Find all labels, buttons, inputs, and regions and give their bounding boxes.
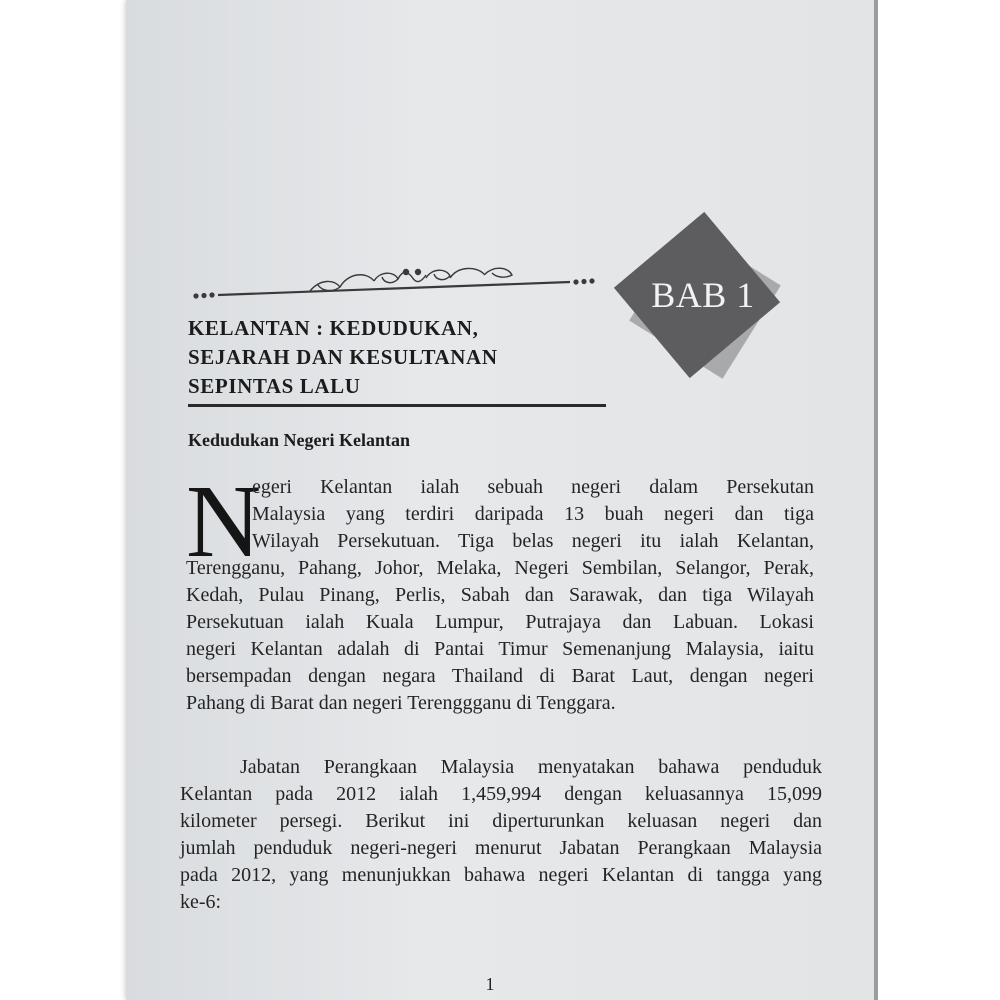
text-line: Wilayah Persekutuan. Tiga belas negeri itu ialah Kelantan,	[252, 530, 814, 552]
text-line: Pahang di Barat dan negeri Terenggganu di Tenggara.	[186, 692, 616, 714]
text-line: negeri Kelantan adalah di Pantai Timur Semenanjung Malaysia, iaitu	[186, 638, 814, 660]
chapter-badge	[608, 208, 798, 398]
chapter-title-line: KELANTAN : KEDUDUKAN,	[188, 316, 479, 340]
chapter-title-line: SEJARAH DAN KESULTANAN	[188, 345, 498, 369]
chapter-title-line: SEPINTAS LALU	[188, 374, 361, 398]
text-line: Persekutuan ialah Kuala Lumpur, Putrajaya dan Labuan. Lokasi	[186, 611, 814, 633]
paragraph-1-body	[186, 555, 814, 717]
text-line: jumlah penduduk negeri-negeri menurut Jabatan Perangkaan Malaysia	[180, 837, 822, 859]
ornament-rule	[190, 262, 610, 306]
page-number: 1	[485, 974, 495, 994]
text-line: Kedah, Pulau Pinang, Perlis, Sabah dan Sarawak, dan tiga Wilayah	[186, 584, 814, 606]
paragraph-2	[180, 754, 822, 916]
paragraph-1-indented	[252, 474, 814, 555]
section-heading: Kedudukan Negeri Kelantan	[188, 430, 411, 450]
text-line: ke-6:	[180, 891, 222, 913]
text-line: Kelantan pada 2012 ialah 1,459,994 dengan keluasannya 15,099	[180, 783, 822, 805]
text-line: Malaysia yang terdiri daripada 13 buah negeri dan tiga	[252, 503, 814, 525]
background-right	[878, 0, 1000, 1000]
badge-label: BAB 1	[651, 275, 755, 315]
text-line: egeri Kelantan ialah sebuah negeri dalam Persekutan	[252, 476, 814, 498]
title-underline	[188, 404, 606, 407]
text-line: Jabatan Perangkaan Malaysia menyatakan bahawa penduduk	[240, 756, 822, 778]
chapter-title	[188, 314, 608, 401]
drop-cap: N	[186, 464, 262, 579]
text-line: bersempadan dengan negara Thailand di Barat Laut, dengan negeri	[186, 665, 814, 687]
text-line: pada 2012, yang menunjukkan bahawa negeri Kelantan di tangga yang	[180, 864, 822, 886]
text-line: Terengganu, Pahang, Johor, Melaka, Negeri Sembilan, Selangor, Perak,	[186, 557, 814, 579]
text-line: kilometer persegi. Berikut ini diperturunkan keluasan negeri dan	[180, 810, 822, 832]
